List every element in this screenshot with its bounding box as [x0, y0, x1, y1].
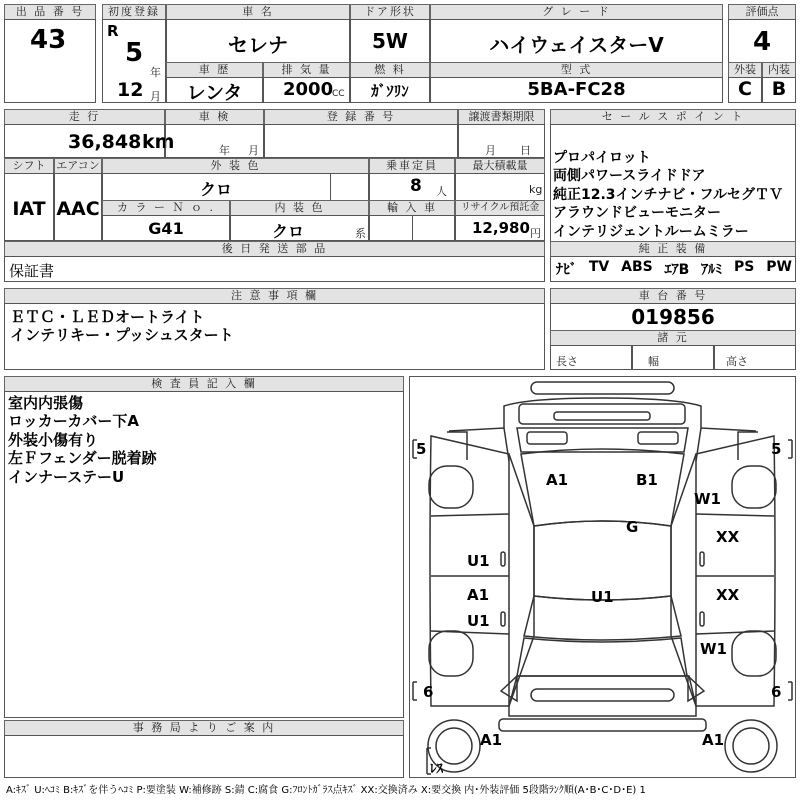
ext-color-divider	[330, 173, 369, 201]
displacement-label: 排 気 量	[263, 62, 350, 78]
fuel: ｶﾞｿﾘﾝ	[371, 82, 409, 100]
year-unit-label: 年	[150, 66, 161, 79]
inspector-note: インナーステーU	[8, 467, 125, 486]
reg-no-cell	[264, 124, 458, 158]
ac: AAC	[56, 198, 100, 220]
damage-a1-bottom-right: A1	[702, 731, 725, 749]
transfer-cell	[458, 124, 545, 158]
capacity-label: 乗車定員	[369, 158, 455, 174]
equipment-list	[556, 259, 792, 279]
notes-label: 注 意 事 項 欄	[4, 288, 545, 304]
sales-points-label: セ ー ル ス ポ イ ン ト	[550, 109, 796, 125]
damage-a1-roof-left: A1	[546, 471, 569, 489]
color-no: G41	[148, 219, 184, 238]
rear-body	[509, 676, 696, 716]
reg-era: R	[107, 22, 119, 40]
max-load-label: 最大積載量	[455, 158, 545, 174]
legend: A:ｷｽﾞ U:ﾍｺﾐ B:ｷｽﾞを伴うﾍｺﾐ P:要塗装 W:補修跡 S:錆 C:腐食 G:ﾌﾛﾝﾄｶﾞﾗｽ点ｷｽﾞ XX:交換済み X:要交換 内･外装評価 5段階ﾗﾝｸ順(A･B･C･D･E) 1	[6, 785, 646, 796]
car-diagram	[409, 376, 796, 778]
exterior-label: 外装	[728, 62, 762, 78]
later-parts-label: 後 日 発 送 部 品	[4, 241, 545, 257]
tire-mark-rr: 6	[771, 683, 782, 701]
headlight-right	[638, 432, 678, 444]
sales-point: 両側パワースライドドア	[553, 168, 706, 185]
person-unit: 人	[436, 185, 447, 198]
door-handle-left-front	[501, 552, 505, 566]
sales-point: インテリジェントルームミラー	[553, 223, 749, 240]
front-grille	[554, 412, 650, 420]
interior-label: 内装	[762, 62, 796, 78]
equipment-item: ABS	[621, 259, 653, 275]
right-door-line-1	[696, 514, 774, 516]
import-label: 輸 入 車	[369, 200, 455, 216]
equipment-item: TV	[588, 259, 610, 275]
door-handle-right-front	[700, 552, 704, 566]
wheel-front-right	[732, 466, 776, 508]
tire-bracket-rr	[788, 682, 792, 700]
tire-mark-fl: 5	[416, 440, 427, 458]
inspector-label: 検 査 員 記 入 欄	[4, 376, 404, 392]
wheel-front-left	[429, 466, 473, 508]
damage-u1-left-mid: U1	[467, 612, 490, 630]
capacity: 8	[410, 176, 422, 196]
history: レンタ	[186, 82, 243, 104]
month-unit-label: 月	[150, 90, 161, 103]
sales-point: アラウンドビューモニター	[553, 205, 721, 222]
equipment-label: 純 正 装 備	[550, 241, 796, 257]
grade: ハイウェイスターV	[489, 33, 664, 57]
center-body-right	[671, 454, 696, 706]
tire-mark-fr: 5	[771, 440, 782, 458]
shift: IAT	[12, 198, 46, 220]
recycle-deposit: 12,980	[472, 219, 530, 237]
damage-xx-right-front: XX	[716, 528, 740, 546]
inspection-month-unit: 月	[248, 144, 259, 157]
front-fender-right-line	[696, 428, 756, 461]
door-handle-left-rear	[501, 612, 505, 626]
later-parts: 保証書	[9, 262, 55, 280]
right-frame-line	[738, 432, 758, 460]
recycle-label: リサイクル預託金	[455, 200, 545, 216]
transfer-day-unit: 日	[520, 144, 531, 157]
transfer-month-unit: 月	[485, 144, 496, 157]
damage-xx-right-rear: XX	[716, 586, 740, 604]
sales-point: プロパイロット	[553, 150, 651, 166]
score: 4	[752, 27, 772, 57]
office-cell	[4, 735, 404, 778]
left-frame-line	[447, 432, 467, 460]
car-name: セレナ	[228, 33, 288, 57]
transfer-label: 譲渡書類期限	[458, 109, 545, 125]
kg-unit: kg	[529, 183, 543, 196]
ext-color: クロ	[199, 180, 232, 199]
inspector-note: 外装小傷有り	[8, 430, 99, 449]
headlight-left	[527, 432, 567, 444]
damage-w1-right-front: W1	[694, 490, 721, 508]
rear-door	[517, 638, 687, 676]
inspector-notes-list	[8, 394, 157, 486]
tire-bracket-fr	[788, 440, 792, 458]
shift-label: シフト	[4, 158, 54, 174]
body-outline	[430, 436, 509, 706]
tire-mark-rl: 6	[423, 683, 434, 701]
mileage-label: 走 行	[4, 109, 165, 125]
later-parts-cell	[4, 256, 545, 282]
dims-width-label: 幅	[648, 355, 659, 368]
series-unit: 系	[355, 227, 366, 240]
exterior-grade: C	[738, 78, 752, 100]
lot-no: 43	[30, 25, 67, 55]
front-bumper	[531, 382, 674, 394]
first-reg-label: 初度登録	[102, 4, 166, 20]
km-unit: km	[142, 131, 175, 153]
inspection-year-unit: 年	[219, 144, 230, 157]
dims-width-cell	[632, 345, 714, 370]
dims-height-label: 高さ	[726, 355, 748, 368]
damage-b1-roof-right: B1	[636, 471, 658, 489]
displacement: 2000	[283, 79, 334, 100]
dims-label: 諸 元	[550, 330, 796, 346]
door-label: ドア形状	[350, 4, 430, 20]
rear-bumper	[531, 689, 674, 701]
equipment-item: PS	[734, 259, 755, 275]
notes-list	[10, 308, 234, 345]
damage-g-windshield: G	[626, 518, 639, 536]
car-name-label: 車 名	[166, 4, 350, 20]
bottom-right-circle-inner	[733, 728, 769, 764]
inspection-label: 車 検	[165, 109, 264, 125]
equipment-item: PW	[766, 259, 792, 275]
wheel-rear-left	[429, 631, 473, 676]
damage-u1-left-front: U1	[467, 552, 490, 570]
chassis-no: 019856	[631, 305, 715, 329]
front-fender-left-line	[449, 428, 509, 461]
ac-label: エアコン	[54, 158, 102, 174]
office-label: 事 務 局 よ り ご 案 内	[4, 720, 404, 736]
note-item: ＥＴＣ・ＬＥＤオートライト	[10, 308, 205, 326]
mileage: 36,848	[68, 131, 142, 153]
int-color: クロ	[271, 222, 304, 241]
fuel-label: 燃 料	[350, 62, 430, 78]
tire-bracket-rl	[413, 682, 417, 700]
reg-month: 12	[117, 79, 144, 101]
bottom-bumper	[499, 719, 706, 731]
import-divider	[412, 215, 455, 241]
body-outline-right	[696, 436, 775, 706]
lot-no-label: 出 品 番 号	[4, 4, 96, 20]
ext-color-label: 外 装 色	[102, 158, 369, 174]
equipment-item: ﾅﾋﾞ	[556, 262, 577, 278]
history-label: 車 歴	[166, 62, 263, 78]
equipment-item: ｱﾙﾐ	[701, 262, 723, 278]
damage-a1-left-mid: A1	[467, 586, 490, 604]
tire-mark-spare: ﾚｽ	[430, 762, 443, 777]
int-color-label: 内 装 色	[230, 200, 369, 216]
damage-w1-right-rear: W1	[700, 640, 727, 658]
equipment-item: ｴｱB	[664, 262, 690, 278]
sales-point: 純正12.3インチナビ・フルセグＴＶ	[553, 186, 783, 203]
inspector-note: 左Ｆフェンダー脱着跡	[8, 449, 157, 468]
grade-label: グ レ ー ド	[430, 4, 723, 20]
damage-u1-center: U1	[591, 588, 614, 606]
wheel-rear-right	[732, 631, 776, 676]
model-label: 型 式	[430, 62, 723, 78]
center-body-left	[509, 454, 534, 706]
inspector-note: 室内内張傷	[8, 394, 84, 412]
damage-a1-bottom-left: A1	[480, 731, 503, 749]
sales-points-list	[553, 149, 783, 241]
yen-unit: 円	[530, 227, 541, 240]
inspector-note: ロッカーカバー下A	[8, 412, 140, 431]
reg-year: 5	[125, 38, 144, 68]
note-item: インテリキー・プッシュスタート	[10, 326, 234, 345]
chassis-label: 車 台 番 号	[550, 288, 796, 304]
color-no-label: カ ラ ー Ｎ ｏ .	[102, 200, 230, 216]
door-handle-right-rear	[700, 612, 704, 626]
bonnet-panel	[519, 404, 685, 424]
interior-grade: B	[771, 78, 787, 100]
model-code: 5BA-FC28	[527, 79, 626, 100]
left-door-line-1	[431, 514, 509, 516]
score-label: 評価点	[728, 4, 796, 20]
cc-unit-label: CC	[332, 89, 345, 99]
door-type: 5W	[372, 29, 408, 53]
dims-length-label: 長さ	[556, 355, 578, 368]
reg-no-label: 登 録 番 号	[264, 109, 458, 125]
